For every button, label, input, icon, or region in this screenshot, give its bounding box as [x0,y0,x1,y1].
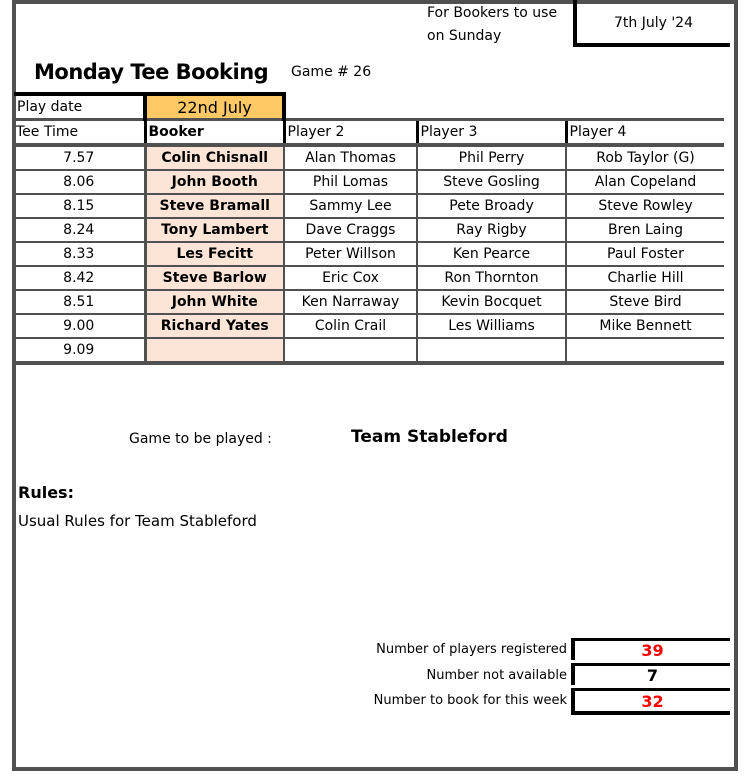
player-4-cell[interactable]: Steve Bird [566,290,724,314]
stat-registered-number: 39 [641,641,664,660]
booker-cell[interactable]: Colin Chisnall [145,145,284,170]
tee-time-cell[interactable]: 7.57 [14,145,145,170]
player-2-cell[interactable]: Sammy Lee [284,194,417,218]
player-4-cell[interactable]: Paul Foster [566,242,724,266]
stat-label-to-book: Number to book for this week [373,693,567,708]
sunday-date: 7th July '24 [613,14,693,31]
player-3-cell[interactable]: Les Williams [417,314,566,338]
game-to-be-played-value: Team Stableford [351,427,508,447]
play-date-row [14,94,724,120]
tee-booking-table [14,92,724,365]
booker-cell[interactable]: Les Fecitt [145,242,284,266]
table-row [14,145,724,170]
stat-value-registered[interactable] [571,638,730,660]
tee-time-cell[interactable]: 9.09 [14,338,145,363]
stat-to-book-number: 32 [641,691,664,711]
tee-time-cell[interactable]: 9.00 [14,314,145,338]
column-header-player-4: Player 4 [566,120,724,146]
player-2-cell[interactable]: Dave Craggs [284,218,417,242]
player-3-cell[interactable]: Ray Rigby [417,218,566,242]
player-4-cell[interactable]: Steve Rowley [566,194,724,218]
booker-cell[interactable]: Tony Lambert [145,218,284,242]
table-row [14,314,724,338]
stat-value-not-available[interactable] [571,663,730,685]
player-3-cell[interactable] [417,338,566,363]
empty-cell [566,94,724,120]
column-header-booker: Booker [145,120,284,146]
empty-cell [284,94,417,120]
tee-time-cell[interactable]: 8.51 [14,290,145,314]
player-2-cell[interactable]: Eric Cox [284,266,417,290]
for-bookers-note [427,2,557,48]
for-bookers-line1: For Bookers to use [427,5,558,21]
player-2-cell[interactable]: Alan Thomas [284,145,417,170]
table-row [14,242,724,266]
sunday-date-cell[interactable] [573,0,730,47]
table-row [14,218,724,242]
table-row [14,194,724,218]
game-to-be-played-label: Game to be played : [129,431,272,447]
player-2-cell[interactable]: Ken Narraway [284,290,417,314]
tee-time-cell[interactable]: 8.24 [14,218,145,242]
play-date-value[interactable]: 22nd July [145,94,284,120]
tee-time-cell[interactable]: 8.42 [14,266,145,290]
rules-text: Usual Rules for Team Stableford [18,512,257,530]
play-date-label: Play date [14,94,145,120]
player-3-cell[interactable]: Ken Pearce [417,242,566,266]
tee-time-cell[interactable]: 8.06 [14,170,145,194]
booker-cell[interactable]: John White [145,290,284,314]
player-2-cell[interactable]: Phil Lomas [284,170,417,194]
player-2-cell[interactable]: Colin Crail [284,314,417,338]
player-3-cell[interactable]: Kevin Bocquet [417,290,566,314]
booker-cell[interactable]: Steve Barlow [145,266,284,290]
booker-cell[interactable]: John Booth [145,170,284,194]
stat-not-available-number: 7 [646,666,659,685]
player-4-cell[interactable]: Alan Copeland [566,170,724,194]
tee-time-cell[interactable]: 8.15 [14,194,145,218]
player-4-cell[interactable]: Charlie Hill [566,266,724,290]
player-4-cell[interactable] [566,338,724,363]
stat-label-registered: Number of players registered [376,642,567,657]
player-4-cell[interactable]: Mike Bennett [566,314,724,338]
booker-cell[interactable] [145,338,284,363]
page-title: Monday Tee Booking [34,60,269,84]
for-bookers-line2: on Sunday [427,28,502,44]
player-2-cell[interactable] [284,338,417,363]
empty-cell [417,94,566,120]
player-3-cell[interactable]: Ron Thornton [417,266,566,290]
player-3-cell[interactable]: Pete Broady [417,194,566,218]
player-4-cell[interactable]: Bren Laing [566,218,724,242]
stat-label-not-available: Number not available [426,668,567,683]
player-3-cell[interactable]: Steve Gosling [417,170,566,194]
column-header-tee-time: Tee Time [14,120,145,146]
game-number: Game # 26 [291,64,372,80]
stat-value-to-book[interactable] [571,688,730,715]
column-header-player-3: Player 3 [417,120,566,146]
table-row [14,266,724,290]
table-row [14,290,724,314]
table-header-row [14,120,724,146]
table-row [14,170,724,194]
player-4-cell[interactable]: Rob Taylor (G) [566,145,724,170]
tee-time-cell[interactable]: 8.33 [14,242,145,266]
player-2-cell[interactable]: Peter Willson [284,242,417,266]
player-3-cell[interactable]: Phil Perry [417,145,566,170]
table-row [14,338,724,363]
booker-cell[interactable]: Richard Yates [145,314,284,338]
booker-cell[interactable]: Steve Bramall [145,194,284,218]
column-header-player-2: Player 2 [284,120,417,146]
rules-label: Rules: [18,483,74,502]
